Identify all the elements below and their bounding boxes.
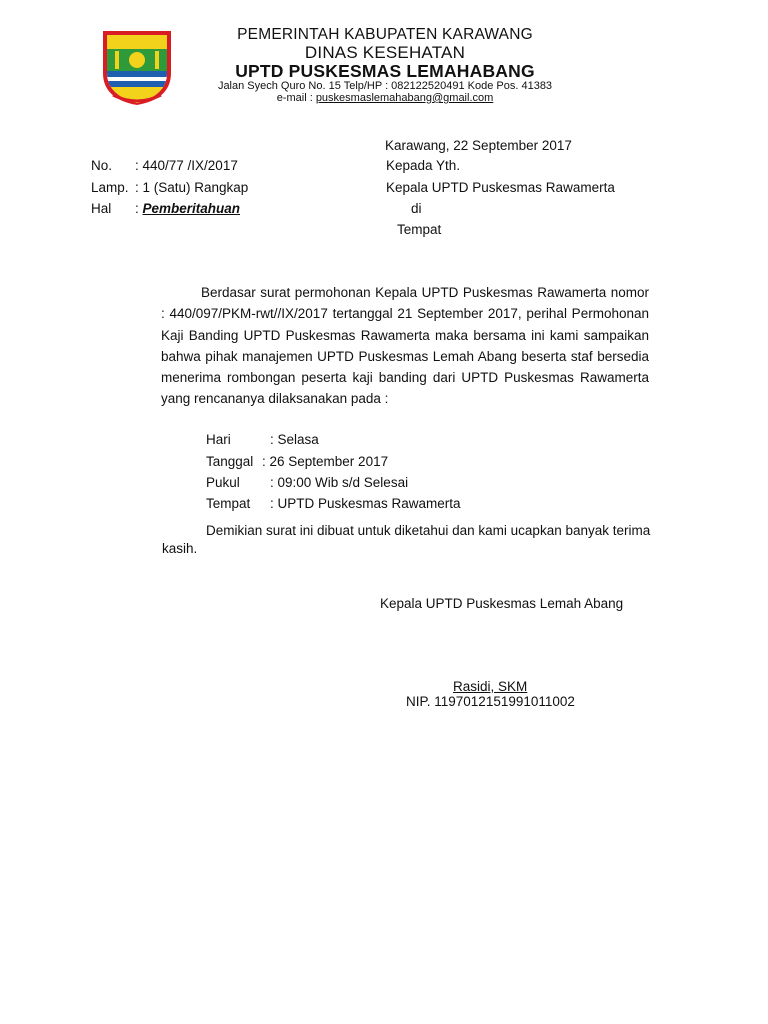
schedule-value-pukul: : 09:00 Wib s/d Selesai: [270, 475, 409, 490]
recipient-greeting: Kepada Yth.: [386, 158, 461, 173]
email-link[interactable]: puskesmaslemahabang@gmail.com: [315, 92, 494, 104]
body-paragraph-text: Berdasar surat permohonan Kepala UPTD Puskesmas Rawamerta nomor : 440/097/PKM-rwt//IX/2017 tertanggal 21 September 2017, perihal Permohonan Kaji Banding UPTD Puskesmas Rawamerta maka bersama ini kami sampaikan bahwa pihak manajemen UPTD Puskesmas Lemah Abang beserta staf bersedia menerima rombongan peserta kaji banding dari UPTD Puskesmas Rawamerta yang rencananya dilaksanakan pada :: [161, 285, 649, 407]
schedule-label-tempat: Tempat: [206, 496, 251, 511]
hal-label: Hal: [91, 201, 112, 216]
schedule-value-hari: : Selasa: [270, 432, 319, 447]
department-name: DINAS KESEHATAN: [304, 43, 466, 62]
lamp-label: Lamp.: [91, 180, 129, 195]
schedule-label-tanggal: Tanggal: [206, 454, 254, 469]
email-label: e-mail :: [276, 92, 316, 104]
address-line: Jalan Syech Quro No. 15 Telp/HP : 082122520491 Kode Pos. 41383: [217, 80, 553, 92]
recipient-di: di: [411, 201, 422, 216]
signature-nip: NIP. 1197012151991011002: [406, 694, 575, 709]
hal-value: Pemberitahuan: [142, 201, 241, 216]
kabupaten-karawang-logo: [99, 29, 175, 105]
government-name: PEMERINTAH KABUPATEN KARAWANG: [237, 26, 533, 43]
signature-name: Rasidi, SKM: [453, 679, 528, 694]
no-value: : 440/77 /IX/2017: [135, 158, 238, 173]
date-place: Karawang, 22 September 2017: [385, 138, 572, 153]
closing-text: Demikian surat ini dibuat untuk diketahui dan kami ucapkan banyak terima kasih.: [162, 523, 651, 556]
lamp-value: : 1 (Satu) Rangkap: [135, 180, 249, 195]
no-label: No.: [91, 158, 113, 173]
schedule-value-tanggal: : 26 September 2017: [262, 454, 389, 469]
schedule-value-tempat: : UPTD Puskesmas Rawamerta: [270, 496, 461, 511]
email-line: [200, 92, 570, 104]
recipient-name: Kepala UPTD Puskesmas Rawamerta: [386, 180, 615, 195]
hal-row: [135, 201, 240, 216]
signature-title: Kepala UPTD Puskesmas Lemah Abang: [380, 596, 624, 611]
schedule-label-hari: Hari: [206, 432, 231, 447]
hal-colon: :: [135, 201, 143, 216]
organization-name: UPTD PUSKESMAS LEMAHABANG: [235, 61, 535, 81]
closing-paragraph: [162, 522, 662, 558]
body-paragraph: [161, 282, 649, 410]
recipient-place: Tempat: [397, 222, 442, 237]
schedule-label-pukul: Pukul: [206, 475, 240, 490]
